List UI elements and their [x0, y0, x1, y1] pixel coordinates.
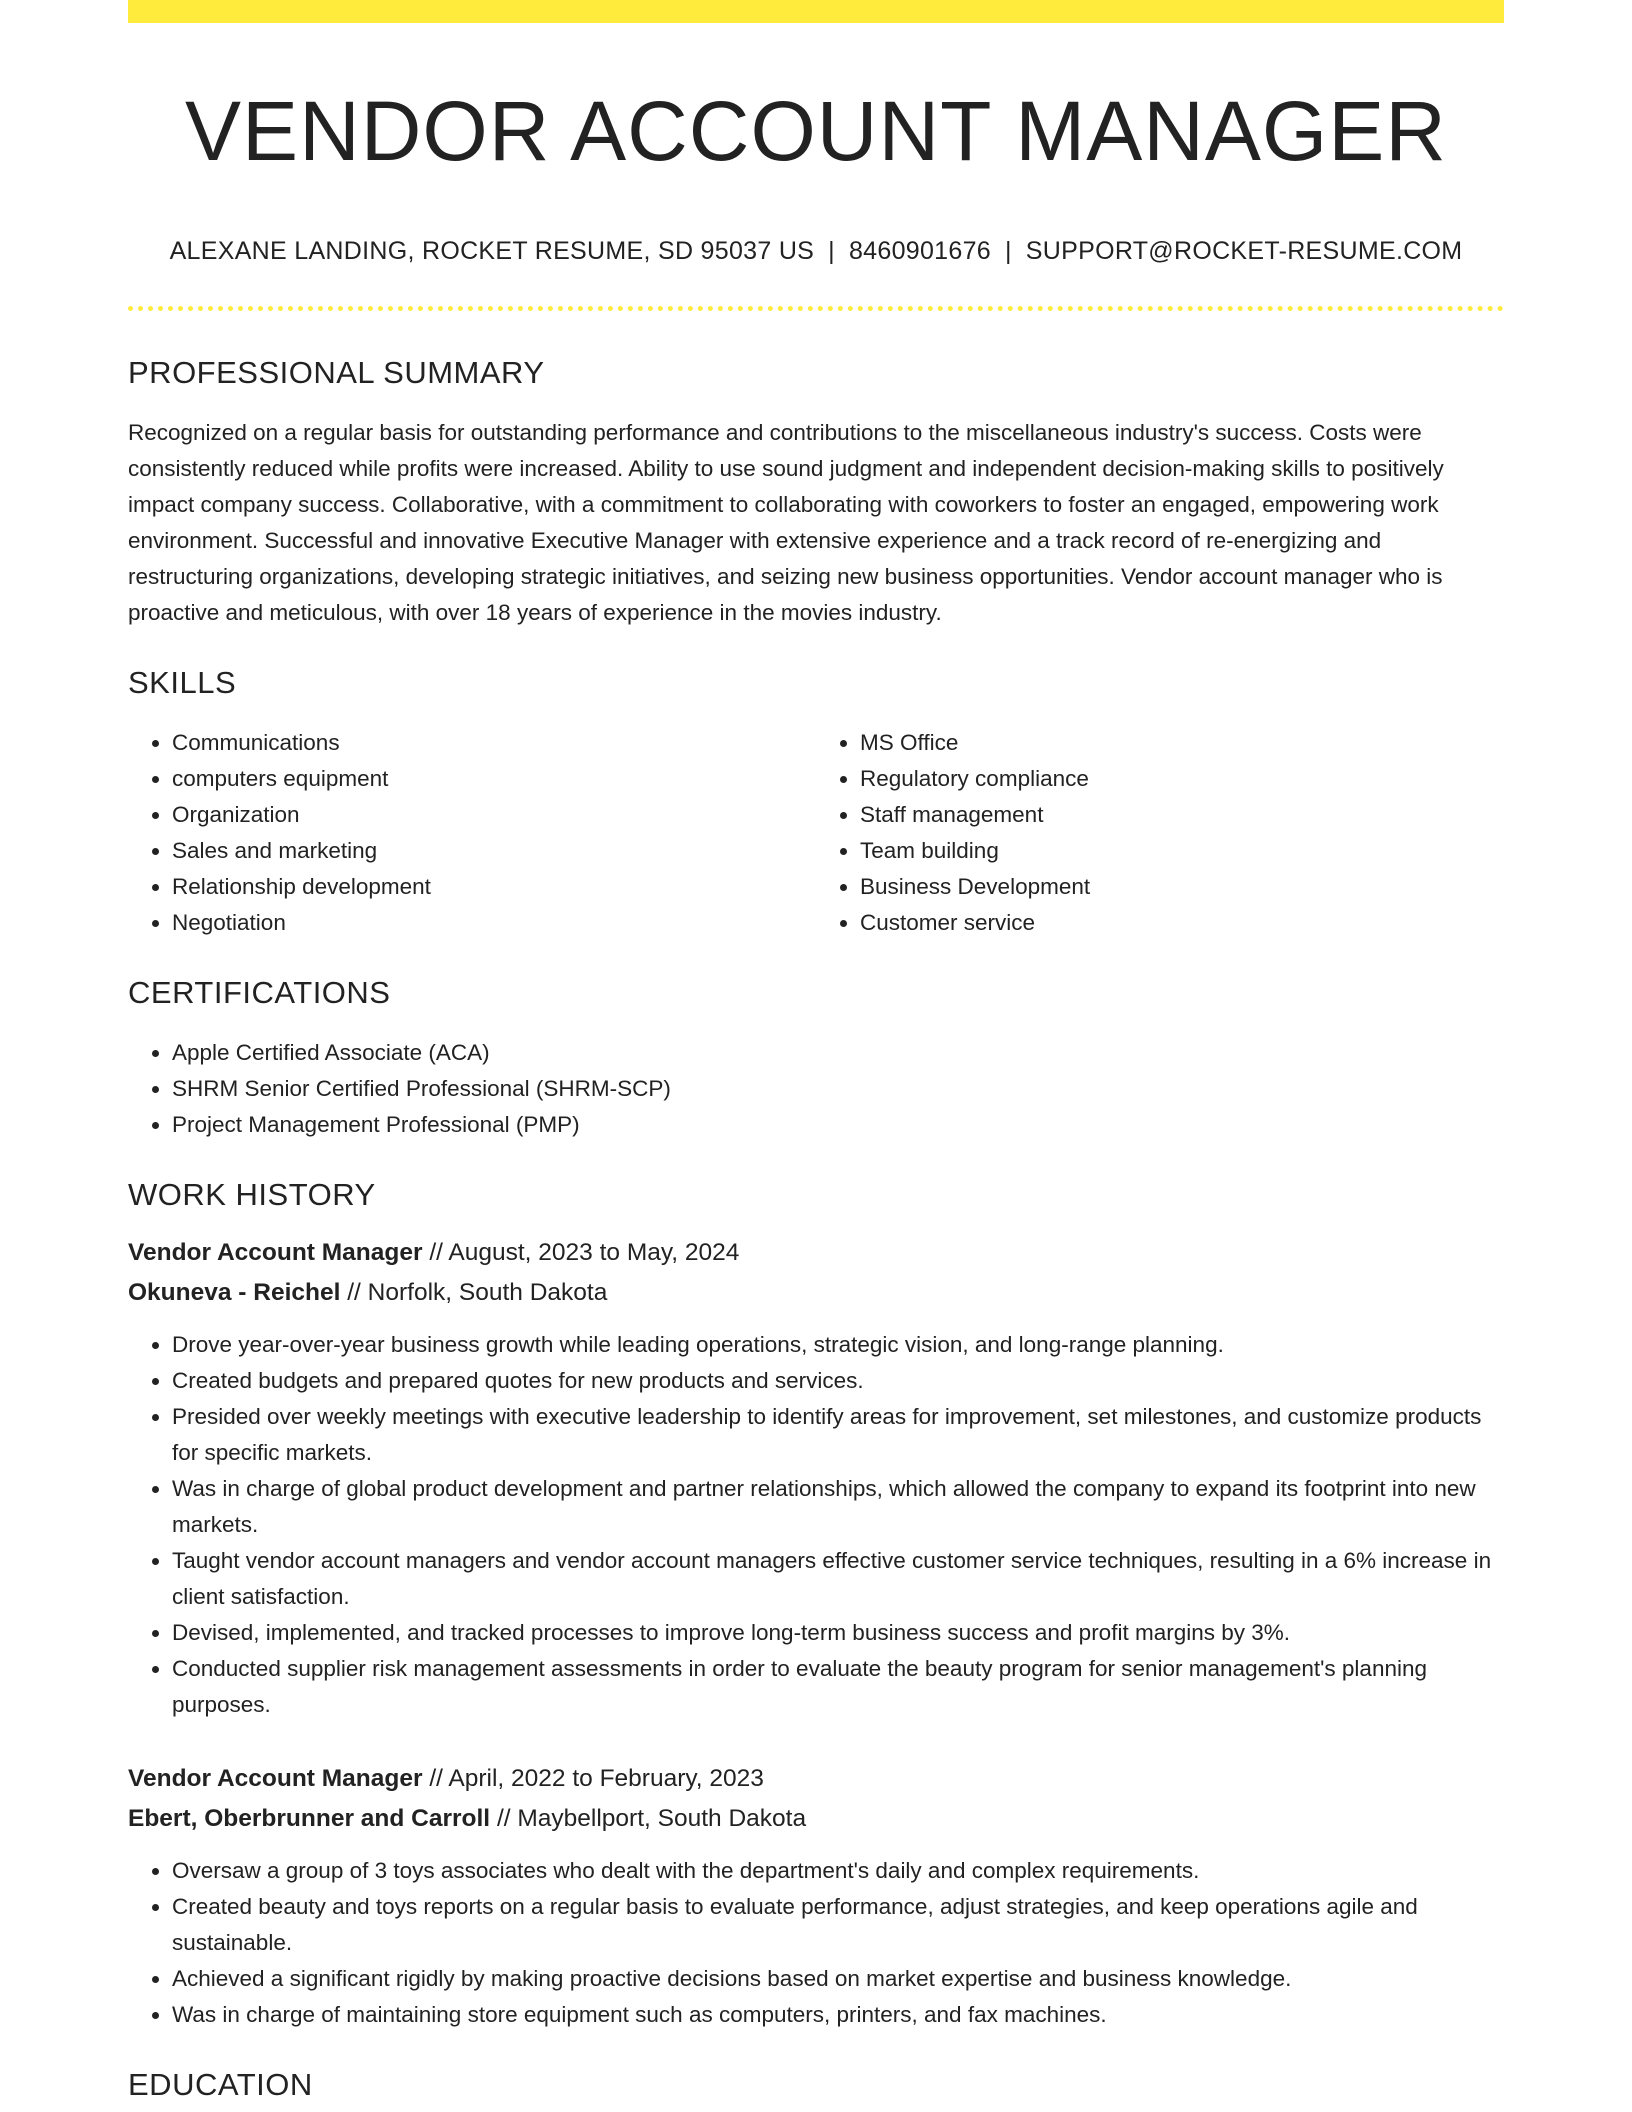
work-history-heading: WORK HISTORY	[128, 1177, 376, 1213]
job-company-line	[128, 1273, 1504, 1313]
job-bullet: • Achieved a significant rigidly by making proactive decisions based on market expertise and business knowledge.	[172, 1961, 1504, 1997]
certifications-heading: CERTIFICATIONS	[128, 975, 391, 1011]
contact-separator: |	[1005, 237, 1012, 266]
skill-item: • Communications	[172, 725, 816, 761]
job-location: // Maybellport, South Dakota	[496, 1805, 807, 1833]
certification-item: • SHRM Senior Certified Professional (SHRM-SCP)	[172, 1071, 1504, 1107]
job-title-line	[128, 1759, 1504, 1799]
skill-item: • MS Office	[860, 725, 1504, 761]
resume-page	[128, 0, 1504, 2103]
page-title: VENDOR ACCOUNT MANAGER	[185, 84, 1447, 178]
skills-section	[128, 665, 1504, 941]
skill-item: • Organization	[172, 797, 816, 833]
education-heading: EDUCATION	[128, 2067, 313, 2103]
skills-columns	[128, 701, 1504, 941]
skill-item: • Staff management	[860, 797, 1504, 833]
contact-separator: |	[828, 237, 835, 266]
summary-heading: PROFESSIONAL SUMMARY	[128, 355, 545, 391]
skill-item: • Relationship development	[172, 869, 816, 905]
skills-heading: SKILLS	[128, 665, 237, 701]
job-company: Okuneva - Reichel	[128, 1279, 341, 1307]
skill-item: • Business Development	[860, 869, 1504, 905]
job-dates: // April, 2022 to February, 2023	[429, 1765, 764, 1793]
dotted-divider	[128, 306, 1504, 311]
job-bullet: • Devised, implemented, and tracked processes to improve long-term business success and profit margins by 3%.	[172, 1615, 1504, 1651]
skill-item: • Team building	[860, 833, 1504, 869]
job-title-line	[128, 1233, 1504, 1273]
contact-address: ALEXANE LANDING, ROCKET RESUME, SD 95037 US	[169, 237, 815, 266]
work-history-section	[128, 1177, 1504, 2033]
summary-section	[128, 355, 1504, 631]
job-bullet: • Conducted supplier risk management assessments in order to evaluate the beauty program for senior management's planning purposes.	[172, 1651, 1504, 1723]
contact-line	[128, 237, 1504, 266]
skill-item: • Negotiation	[172, 905, 816, 941]
skill-item: • Sales and marketing	[172, 833, 816, 869]
skills-list-left	[128, 725, 816, 941]
job-bullet: • Created budgets and prepared quotes for new products and services.	[172, 1363, 1504, 1399]
job-bullet: • Taught vendor account managers and vendor account managers effective customer service techniques, resulting in a 6% increase in client satisfaction.	[172, 1543, 1504, 1615]
job-title: Vendor Account Manager	[128, 1239, 423, 1267]
job-company: Ebert, Oberbrunner and Carroll	[128, 1805, 491, 1833]
certification-item: • Project Management Professional (PMP)	[172, 1107, 1504, 1143]
job-bullet: • Was in charge of global product development and partner relationships, which allowed the company to expand its footprint into new markets.	[172, 1471, 1504, 1543]
job-bullets	[128, 1853, 1504, 2033]
skill-item: • Customer service	[860, 905, 1504, 941]
job-title: Vendor Account Manager	[128, 1765, 423, 1793]
accent-bar	[128, 0, 1504, 23]
contact-phone: 8460901676	[848, 237, 991, 266]
skill-item: • Regulatory compliance	[860, 761, 1504, 797]
certifications-list	[128, 1035, 1504, 1143]
skill-item: • computers equipment	[172, 761, 816, 797]
job-entry	[128, 1233, 1504, 1723]
job-bullet: • Presided over weekly meetings with executive leadership to identify areas for improvement, set milestones, and customize products for specific markets.	[172, 1399, 1504, 1471]
certification-item: • Apple Certified Associate (ACA)	[172, 1035, 1504, 1071]
contact-email: SUPPORT@ROCKET-RESUME.COM	[1025, 237, 1463, 266]
job-bullet: • Was in charge of maintaining store equipment such as computers, printers, and fax machines.	[172, 1997, 1504, 2033]
education-section	[128, 2067, 1504, 2103]
job-dates: // August, 2023 to May, 2024	[429, 1239, 740, 1267]
job-bullet: • Created beauty and toys reports on a regular basis to evaluate performance, adjust strategies, and keep operations agile and sustainable.	[172, 1889, 1504, 1961]
job-bullet: • Oversaw a group of 3 toys associates who dealt with the department's daily and complex requirements.	[172, 1853, 1504, 1889]
certifications-section	[128, 975, 1504, 1143]
job-bullet: • Drove year-over-year business growth while leading operations, strategic vision, and long-range planning.	[172, 1327, 1504, 1363]
skills-list-right	[816, 725, 1504, 941]
job-entry	[128, 1759, 1504, 2033]
summary-text: Recognized on a regular basis for outstanding performance and contributions to the miscellaneous industry's success. Costs were consistently reduced while profits were increased. Ability to use sound judgment and independent decision-making skills to positively impact company success. Collaborative, with a commitment to collaborating with coworkers to foster an engaged, empowering work environment. Successful and innovative Executive Manager with extensive experience and a track record of re-energizing and restructuring organizations, developing strategic initiatives, and seizing new business opportunities. Vendor account manager who is proactive and meticulous, with over 18 years of experience in the movies industry.	[128, 420, 1444, 626]
job-bullets	[128, 1327, 1504, 1723]
job-company-line	[128, 1799, 1504, 1839]
job-location: // Norfolk, South Dakota	[347, 1279, 608, 1307]
